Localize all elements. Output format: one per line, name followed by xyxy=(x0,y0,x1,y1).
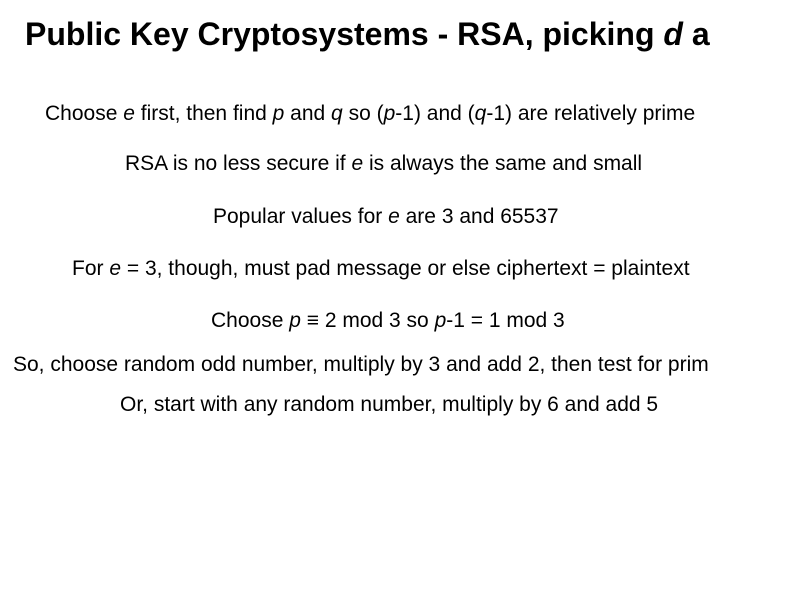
text-line xyxy=(13,352,709,378)
math-variable: p xyxy=(434,309,447,332)
text-segment: and xyxy=(284,102,332,125)
text-segment: RSA is no less secure if xyxy=(125,152,352,175)
text-segment: is always the same and small xyxy=(363,152,643,175)
text-line xyxy=(125,151,642,177)
text-segment: Or, start with any random number, multiply by 6 and add 5 xyxy=(120,393,659,416)
math-variable: e xyxy=(123,102,135,125)
title-text-continued: a xyxy=(682,16,710,52)
math-variable: p xyxy=(272,102,285,125)
text-segment: first, then find xyxy=(134,102,273,125)
text-segment: so ( xyxy=(342,102,384,125)
text-segment: -1 = 1 mod 3 xyxy=(446,309,565,332)
text-segment: are 3 and 65537 xyxy=(399,205,559,228)
text-segment: Popular values for xyxy=(213,205,389,228)
math-variable: e xyxy=(109,257,122,280)
math-variable: e xyxy=(388,205,400,228)
text-segment: Choose xyxy=(211,309,290,332)
text-segment: ≡ 2 mod 3 so xyxy=(300,309,435,332)
math-variable: e xyxy=(351,152,364,175)
slide-title xyxy=(25,14,710,54)
text-line xyxy=(45,101,695,127)
text-segment: For xyxy=(72,257,110,280)
math-variable: q xyxy=(474,102,487,125)
title-variable: d xyxy=(663,16,683,52)
text-line xyxy=(211,308,565,334)
text-line xyxy=(120,392,658,418)
text-segment: -1) are relatively prime xyxy=(486,102,696,125)
title-text: Public Key Cryptosystems - RSA, picking xyxy=(25,16,664,52)
text-line xyxy=(72,256,690,282)
text-segment: Choose xyxy=(45,102,124,125)
text-segment: So, choose random odd number, multiply by 3 and add 2, then test for prim xyxy=(13,353,709,376)
math-variable: p xyxy=(383,102,396,125)
text-segment: = 3, though, must pad message or else ciphertext = plaintext xyxy=(121,257,690,280)
math-variable: p xyxy=(289,309,301,332)
text-segment: -1) and ( xyxy=(395,102,475,125)
math-variable: q xyxy=(331,102,343,125)
text-line xyxy=(213,204,559,230)
